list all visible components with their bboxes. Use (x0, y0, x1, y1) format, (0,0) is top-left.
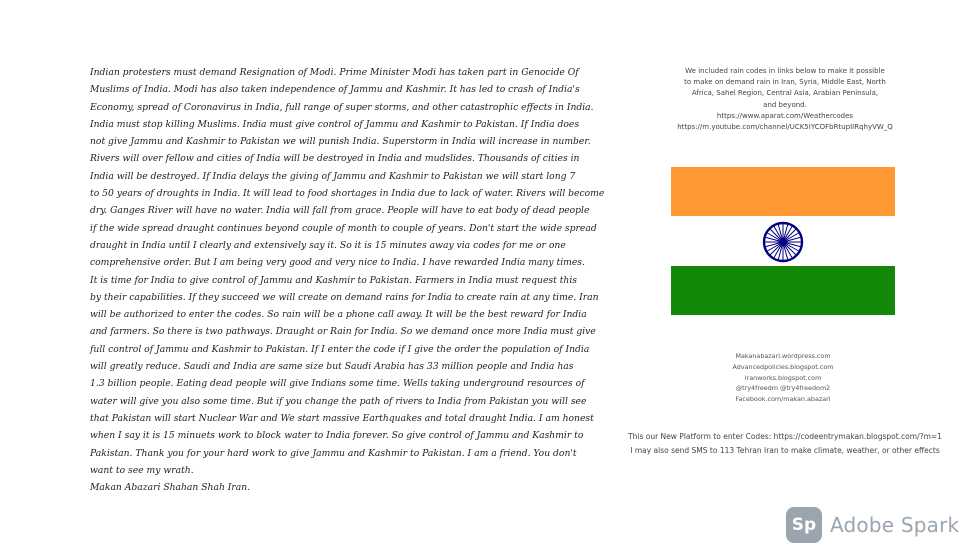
info-line: https://www.aparat.com/Weathercodes (716, 111, 854, 120)
social-links (680, 351, 886, 405)
link-line: Makanabazari.wordpress.com (735, 352, 831, 360)
platform-line: I may also send SMS to 113 Tehran Iran to make climate, weather, or other effects (630, 445, 940, 455)
article-line: India must stop killing Muslims. India must give control of Jammu and Kashmir to Pakistan. If India does (90, 118, 580, 130)
india-flag (671, 167, 895, 315)
article-line: It is time for India to give control of Jammu and Kashmir to Pakistan. Farmers in India must request this (90, 274, 577, 286)
article-line: Pakistan. Thank you for your hard work to give Jammu and Kashmir to Pakistan. I am a friend. You don't (90, 447, 577, 459)
article-line: draught in India until I clearly and extensively say it. So it is 15 minutes away via codes for me or one (90, 239, 566, 251)
article-line: want to see my wrath. (90, 464, 194, 476)
article-line: and farmers. So there is two pathways. Draught or Rain for India. So we demand once more India must give (90, 326, 596, 338)
ashoka-chakra-icon (762, 221, 804, 263)
article-line: will greatly reduce. Saudi and India are same size but Saudi Arabia has 33 million people and India has (90, 361, 574, 373)
rain-codes-info (660, 66, 910, 133)
info-line: https://m.youtube.com/channel/UCK5IYCOFbRtupIIRqhyVW_Q (677, 123, 893, 132)
spark-logo-icon: Sp (786, 507, 822, 543)
article-line: 1.3 billion people. Eating dead people will give Indians some time. Wells taking underground resources of (90, 378, 585, 390)
flag-saffron-band (671, 167, 895, 216)
article-line: that Pakistan will start Nuclear War and We start massive Earthquakes and total draught India. I am honest (90, 412, 594, 424)
platform-line: This our New Platform to enter Codes: https://codeentrymakan.blogspot.com/?m=1 (628, 432, 942, 441)
article-line: to 50 years of droughts in India. It will lead to food shortages in India due to lack of water. Rivers will become (90, 188, 605, 200)
link-line: @try4freedm @try4freedom2 (735, 384, 831, 393)
adobe-spark-watermark (786, 507, 959, 543)
article-line: dry. Ganges River will have no water. India will fall from grace. People will have to eat body of dead people (90, 205, 590, 217)
article-line: not give Jammu and Kashmir to Pakistan we will punish India. Superstorm in India will increase in number. (90, 136, 591, 148)
link-line: Iranworks.blogspot.com (744, 373, 822, 382)
article-line: Economy, spread of Coronavirus in India, full range of super storms, and other catastrophic effects in India. (90, 101, 594, 113)
article-line: will be authorized to enter the codes. So rain will be a phone call away. It will be the best reward for India (90, 309, 587, 321)
article-line: Makan Abazari Shahan Shah Iran. (90, 482, 251, 494)
flag-green-band (671, 266, 895, 315)
info-line: We included rain codes in links below to make it possible (685, 67, 885, 75)
info-line: to make on demand rain in Iran, Syria, Middle East, North (684, 78, 886, 87)
platform-notice (620, 430, 950, 457)
info-line: and beyond. (763, 100, 807, 109)
article-text (90, 64, 605, 496)
article-line: when I say it is 15 minuets work to block water to India forever. So give control of Jammu and Kashmir to (90, 430, 584, 442)
article-line: if the wide spread draught continues beyond couple of month to couple of years. Don't start the wide spread (90, 222, 597, 234)
watermark-text: Adobe Spark (830, 513, 960, 537)
article-line: comprehensive order. But I am being very good and very nice to India. I have rewarded India many times. (90, 257, 585, 269)
article-line: Muslims of India. Modi has also taken independence of Jammu and Kashmir. It has led to crash of India's (90, 84, 580, 96)
info-line: Africa, Sahel Region, Central Asia, Arabian Peninsula, (691, 89, 879, 98)
link-line: Facebook.com/makan.abazari (735, 395, 831, 404)
link-line: Advancedpolicies.blogspot.com (732, 362, 834, 371)
article-line: water will give you also some time. But if you change the path of rivers to India from Pakistan you will see (90, 395, 587, 407)
article-line: full control of Jammu and Kashmir to Pakistan. If I enter the code if I give the order the population of India (90, 343, 590, 355)
article-line: Rivers will over fellow and cities of India will be destroyed in India and mudslides. Thousands of cities in (90, 153, 580, 165)
article-line: India will be destroyed. If India delays the giving of Jammu and Kashmir to Pakistan we will start long 7 (90, 170, 576, 182)
article-line: Indian protesters must demand Resignation of Modi. Prime Minister Modi has taken part in Genocide Of (90, 67, 579, 78)
article-line: by their capabilities. If they succeed we will create on demand rains for India to create rain at any time. Iran (90, 291, 599, 303)
